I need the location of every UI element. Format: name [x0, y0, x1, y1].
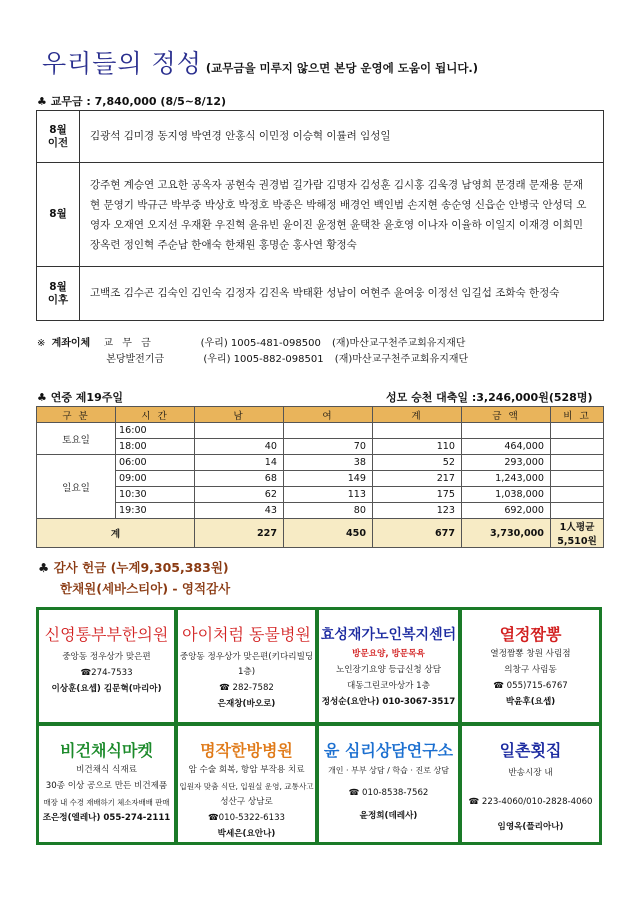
- account-name: 교 무 금: [103, 338, 154, 349]
- day-cell: 토요일: [37, 423, 116, 455]
- col-header: 비 고: [551, 407, 604, 423]
- ad-card: 아이처럼 동물병원 중앙동 정우상가 맞은편(키다리빌딩1층) ☎ 282-7582 은재창(바오로): [178, 610, 315, 722]
- period-cell: 8월 이후: [37, 267, 80, 321]
- total-row: 계 227 450 677 3,730,000 1人평균5,510원: [37, 519, 604, 548]
- names-cell: 김광석 김미경 동지영 박연경 안홍식 이민정 이승혁 이률려 임성일: [80, 111, 604, 163]
- offering-table: [36, 406, 604, 548]
- offering-label: 연중 제19주일: [50, 391, 123, 404]
- assumption-total: 성모 승천 대축일 :3,246,000원(528명): [386, 391, 593, 404]
- ad-card: 윤 심리상담연구소 개인 · 부부 상담 / 학습 · 진로 상담 ☎ 010-8538-7562 윤정희(데레사): [319, 726, 458, 842]
- names-cell: 강주현 계승연 고요한 공옥자 공현숙 권경범 길가람 김명자 김성훈 김시홍 김욱경 남영희 문경래 문재용 문재현 문영기 박규근 박부중 박상호 박정호 박종은 박해정 배경언 백인범 손지현 송순영 신읍순 안병국 안성덕 오영자 오재연 오지선 우재환 우진혁 윤유빈 윤이진 윤정현 윤택찬 윤호영 이나자 이율하 이일지 이재경 이희민 장옥련 정인혁 주순남 한애숙 한채원 홍명순 홍사연 황정숙: [80, 163, 604, 267]
- page-title: [42, 44, 478, 80]
- account-number: (우리) 1005-481-098500: [200, 338, 321, 349]
- kyomu-table: [36, 110, 604, 321]
- table-row: 09:00 68 149 217 1,243,000: [37, 471, 604, 487]
- period-cell: 8월 이전: [37, 111, 80, 163]
- col-header: 남: [195, 407, 284, 423]
- table-row: [37, 163, 604, 267]
- table-header: [37, 407, 604, 423]
- club-icon: ♣: [38, 560, 50, 575]
- offering-heading: [37, 389, 123, 405]
- account-block: [37, 334, 468, 366]
- title-text: 우리들의 정성: [42, 49, 202, 78]
- kyomu-heading: [37, 93, 226, 109]
- thanks-heading: [38, 558, 229, 576]
- names-cell: 고백조 김수곤 김숙인 김인숙 김정자 김진옥 박태환 성남이 여현주 윤여웅 이정선 임길섭 조화숙 한정숙: [80, 267, 604, 321]
- ad-card: 일촌횟집 반송시장 내 ☎ 223-4060/010-2828-4060 임영옥(플리아나): [462, 726, 599, 842]
- table-row: [37, 111, 604, 163]
- col-header: 시 간: [116, 407, 195, 423]
- table-row: 토요일 16:00: [37, 423, 604, 439]
- table-row: [37, 267, 604, 321]
- col-header: 금 액: [462, 407, 551, 423]
- period-cell: 8월: [37, 163, 80, 267]
- ads-grid: [36, 607, 602, 845]
- col-header: 여: [284, 407, 373, 423]
- ad-card: 신영통부부한의원 중앙동 정우상가 맞은편 ☎274-7533 이상훈(요셉) 김문혁(마리아): [39, 610, 174, 722]
- account-holder: (재)마산교구천주교회유지재단: [332, 338, 466, 349]
- account-number: (우리) 1005-882-098501: [203, 354, 324, 365]
- col-header: 계: [373, 407, 462, 423]
- account-name: 본당발전기금: [106, 354, 165, 365]
- ad-card: 효성재가노인복지센터 방문요양, 방문목욕 노인장기요양 등급신청 상담 대동그린코아상가 1층 정성순(요안나) 010-3067-3517: [319, 610, 458, 722]
- kyomu-label: 교무금 : 7,840,000 (8/5~8/12): [50, 95, 226, 108]
- club-icon: ♣: [37, 95, 47, 108]
- title-subtitle: (교무금을 미루지 않으면 본당 운영에 도움이 됩니다.): [205, 61, 479, 75]
- table-row: 일요일 06:00 14 38 52 293,000: [37, 455, 604, 471]
- day-cell: 일요일: [37, 455, 116, 519]
- ad-card: 명작한방병원 암 수술 회복, 항암 부작용 치료 입원자 맞춤 식단, 입원실 운영, 교통사고 성산구 상남로 ☎010-5322-6133 박세은(요안나): [178, 726, 315, 842]
- ad-card: 비건채식마켓 비건채식 식재료 30종 이상 공으로 만든 비건제품 매장 내 수경 재배하기 체소자배배 판매 조은정(엘레나) 055-274-2111: [39, 726, 174, 842]
- table-row: 19:30 43 80 123 692,000: [37, 503, 604, 519]
- note-mark: ※: [37, 338, 46, 349]
- table-row: 18:00 40 70 110 464,000: [37, 439, 604, 455]
- account-label: 계좌이체: [51, 338, 91, 349]
- table-row: 10:30 62 113 175 1,038,000: [37, 487, 604, 503]
- thanks-line: 한채원(세바스티아) - 영적감사: [60, 581, 231, 596]
- thanks-label: 감사 헌금 (누계9,305,383원): [53, 560, 229, 575]
- club-icon: ♣: [37, 391, 47, 404]
- ad-card: 열정짬뽕 열정짬뽕 창원 사림점 의창구 사림동 ☎ 055)715-6767 박윤후(요셉): [462, 610, 599, 722]
- account-holder: (재)마산교구천주교회유지재단: [334, 354, 469, 365]
- col-header: 구 분: [37, 407, 116, 423]
